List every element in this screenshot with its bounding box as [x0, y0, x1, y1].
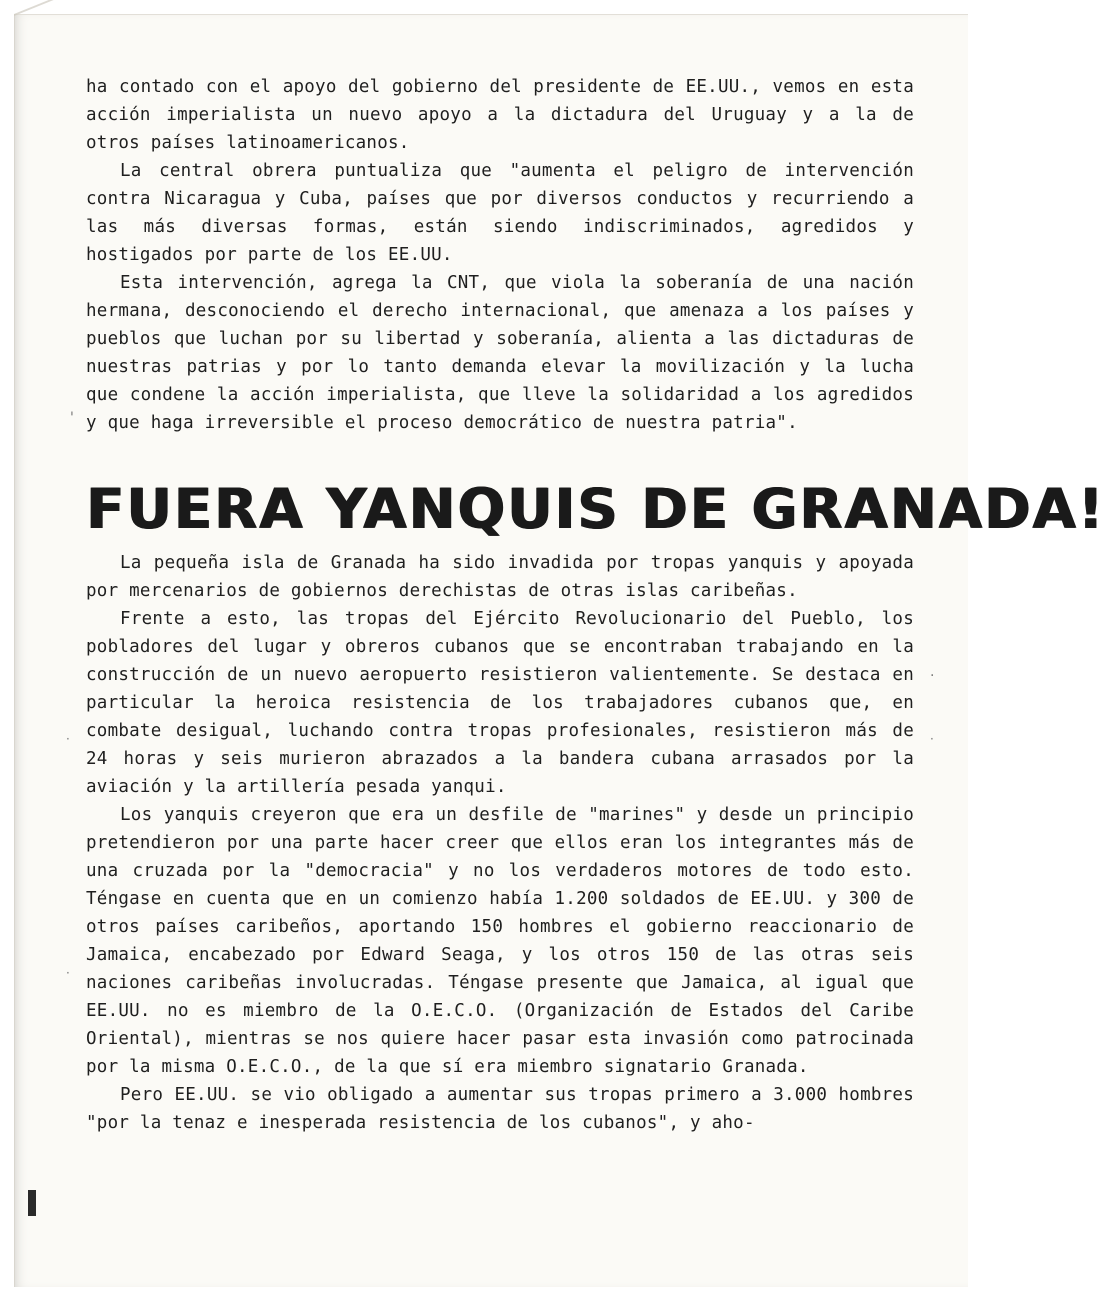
- paragraph: La pequeña isla de Granada ha sido invadida por tropas yanquis y apoyada por mercenarios de gobiernos derechistas de otras islas caribeñas.: [86, 553, 914, 601]
- paragraph: Pero EE.UU. se vio obligado a aumentar sus tropas primero a 3.000 hombres "por la tenaz e inesperada resistencia de los cubanos", y aho-: [86, 1085, 914, 1133]
- paragraph: La central obrera puntualiza que "aumenta el peligro de intervención contra Nicaragua y Cuba, países que por diversos conductos y recurriendo a las más diversas formas, están siendo indiscriminados, agredidos y hostigados por parte de los EE.UU.: [86, 161, 914, 265]
- paragraph: Frente a esto, las tropas del Ejército Revolucionario del Pueblo, los pobladores del lugar y obreros cubanos que se encontraban trabajando en la construcción de un nuevo aeropuerto resistieron valientemente. Se destaca en particular la heroica resistencia de los trabajadores cubanos que, en combate desigual, luchando contra tropas profesionales, resistieron más de 24 horas y seis murieron abrazados a la bandera cubana arrasados por la aviación y la artillería pesada yanqui.: [86, 609, 914, 797]
- stray-mark: ': [70, 410, 74, 426]
- stray-mark: ·: [66, 966, 70, 980]
- stray-mark: ·: [930, 732, 934, 746]
- binding-mark: [28, 1190, 36, 1216]
- stray-mark: ·: [930, 668, 935, 684]
- headline: FUERA YANQUIS DE GRANADA!: [86, 478, 1105, 542]
- article-continuation: [86, 73, 914, 437]
- paragraph: Esta intervención, agrega la CNT, que viola la soberanía de una nación hermana, desconociendo el derecho internacional, que amenaza a los países y pueblos que luchan por su libertad y soberanía, alienta a las dictaduras de nuestras patrias y por lo tanto demanda elevar la movilización y la lucha que condene la acción imperialista, que lleve la solidaridad a los agredidos y que haga irreversible el proceso democrático de nuestra patria".: [86, 273, 914, 433]
- stray-mark: ·: [66, 732, 70, 746]
- paragraph: Los yanquis creyeron que era un desfile de "marines" y desde un principio pretendieron por una parte hacer creer que ellos eran los integrantes más de una cruzada por la "democracia" y no los verdaderos motores de todo esto. Téngase en cuenta que en un comienzo había 1.200 soldados de EE.UU. y 300 de otros países caribeños, aportando 150 hombres el gobierno reaccionario de Jamaica, encabezado por Edward Seaga, y los otros 150 de las otras seis naciones caribeñas involucradas. Téngase presente que Jamaica, al igual que EE.UU. no es miembro de la O.E.C.O. (Organización de Estados del Caribe Oriental), mientras se nos quiere hacer pasar esta invasión como patrocinada por la misma O.E.C.O., de la que sí era miembro signatario Granada.: [86, 805, 914, 1077]
- article-body: [86, 549, 914, 1137]
- paragraph: ha contado con el apoyo del gobierno del presidente de EE.UU., vemos en esta acción imperialista un nuevo apoyo a la dictadura del Uruguay y a la de otros países latinoamericanos.: [86, 77, 914, 153]
